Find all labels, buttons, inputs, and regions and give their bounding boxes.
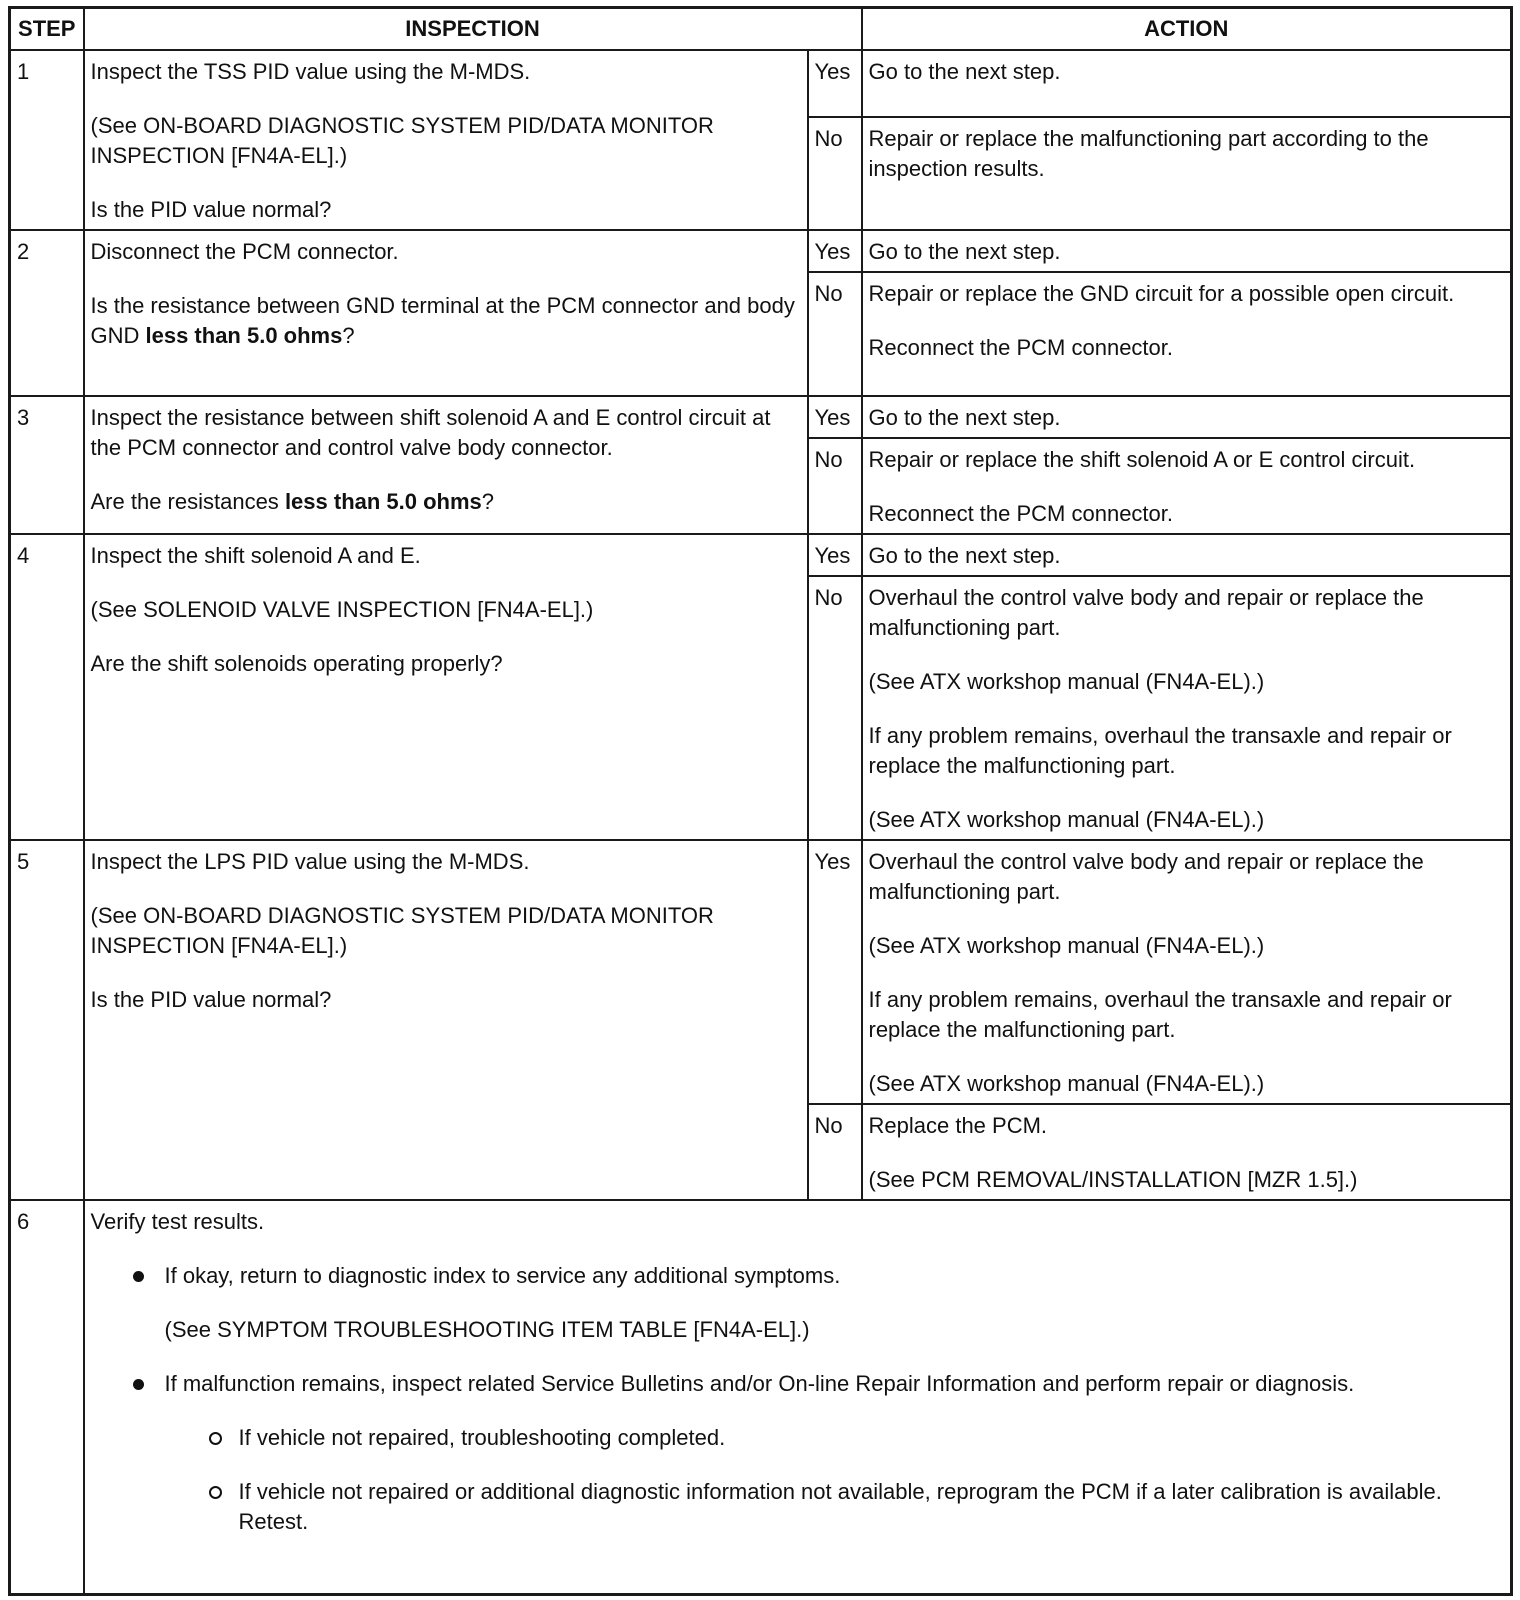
no-label: No xyxy=(808,1104,862,1200)
action-text: Repair or replace the shift solenoid A or E control circuit. xyxy=(868,446,1416,472)
bullet-icon xyxy=(133,1271,144,1282)
step-6-row xyxy=(10,1200,1512,1595)
yes-action xyxy=(862,840,1512,1104)
sub-bullet-text: If vehicle not repaired or additional diagnostic information not available, reprogram the PCM if a later calibration is available. Retest. xyxy=(238,1478,1442,1534)
bullet-text: If malfunction remains, inspect related Service Bulletins and/or On-line Repair Information and perform repair or diagnosis. xyxy=(164,1370,1355,1396)
question-mark: ? xyxy=(342,322,355,348)
inspection-text: Inspect the TSS PID value using the M-MDS. xyxy=(90,58,531,84)
action-reference: (See PCM REMOVAL/INSTALLATION [MZR 1.5].) xyxy=(868,1166,1358,1192)
inspection-question: Is the PID value normal? xyxy=(90,986,332,1012)
sub-list-item xyxy=(165,1477,1505,1537)
action-text: Go to the next step. xyxy=(868,238,1061,264)
sub-bullet-text: If vehicle not repaired, troubleshooting completed. xyxy=(238,1424,726,1450)
action-text: Go to the next step. xyxy=(868,404,1061,430)
inspection-cell xyxy=(84,534,808,840)
action-text: Reconnect the PCM connector. xyxy=(868,500,1173,526)
inspection-text: Inspect the resistance between shift solenoid A and E control circuit at the PCM connector and control valve body connector. xyxy=(90,404,771,460)
bullet-text: If okay, return to diagnostic index to service any additional symptoms. xyxy=(164,1262,841,1288)
action-text: Go to the next step. xyxy=(868,542,1061,568)
inspection-question xyxy=(91,291,801,351)
no-label: No xyxy=(808,438,862,534)
action-text: Overhaul the control valve body and repair or replace the malfunctioning part. xyxy=(868,848,1424,904)
action-text: Reconnect the PCM connector. xyxy=(868,334,1173,360)
hollow-bullet-icon xyxy=(209,1432,222,1445)
header-row xyxy=(10,8,1512,50)
step-6-title: Verify test results. xyxy=(90,1208,265,1234)
hollow-bullet-icon xyxy=(209,1486,222,1499)
no-label: No xyxy=(808,272,862,396)
yes-label: Yes xyxy=(808,50,862,117)
inspection-reference: (See ON-BOARD DIAGNOSTIC SYSTEM PID/DATA MONITOR INSPECTION [FN4A-EL].) xyxy=(90,902,714,958)
question-text: Is the resistance between GND terminal at the PCM connector and body GND xyxy=(90,292,795,348)
inspection-reference: (See ON-BOARD DIAGNOSTIC SYSTEM PID/DATA MONITOR INSPECTION [FN4A-EL].) xyxy=(90,112,714,168)
step-number: 5 xyxy=(10,840,84,1200)
inspection-question xyxy=(91,487,801,517)
yes-label: Yes xyxy=(808,840,862,1104)
yes-label: Yes xyxy=(808,230,862,272)
action-text: Replace the PCM. xyxy=(868,1112,1048,1138)
yes-action xyxy=(862,230,1512,272)
step-number: 6 xyxy=(10,1200,84,1595)
header-step: STEP xyxy=(10,8,84,50)
inspection-reference: (See SOLENOID VALVE INSPECTION [FN4A-EL].) xyxy=(90,596,594,622)
no-action xyxy=(862,272,1512,396)
no-action xyxy=(862,576,1512,840)
inspection-cell xyxy=(84,840,808,1200)
action-text: If any problem remains, overhaul the transaxle and repair or replace the malfunctioning part. xyxy=(868,722,1452,778)
inspection-text: Inspect the shift solenoid A and E. xyxy=(90,542,421,568)
inspection-cell xyxy=(84,230,808,396)
step-3-yes-row xyxy=(10,396,1512,438)
question-text: Are the resistances xyxy=(90,488,285,514)
list-item xyxy=(91,1369,1505,1537)
yes-label: Yes xyxy=(808,396,862,438)
inspection-question: Are the shift solenoids operating properly? xyxy=(90,650,503,676)
spec-value: less than 5.0 ohms xyxy=(284,488,482,514)
action-text: Repair or replace the GND circuit for a possible open circuit. xyxy=(868,280,1455,306)
inspection-text: Inspect the LPS PID value using the M-MDS. xyxy=(90,848,530,874)
yes-action xyxy=(862,534,1512,576)
action-text: If any problem remains, overhaul the transaxle and repair or replace the malfunctioning part. xyxy=(868,986,1452,1042)
step-1-yes-row xyxy=(10,50,1512,117)
list-item xyxy=(91,1261,1505,1291)
no-label: No xyxy=(808,576,862,840)
yes-action xyxy=(862,396,1512,438)
no-action xyxy=(862,117,1512,230)
action-text: Repair or replace the malfunctioning part according to the inspection results. xyxy=(868,125,1429,181)
step-4-yes-row xyxy=(10,534,1512,576)
inspection-cell xyxy=(84,50,808,230)
no-action xyxy=(862,1104,1512,1200)
bullet-icon xyxy=(133,1379,144,1390)
inspection-question: Is the PID value normal? xyxy=(90,196,332,222)
result-list xyxy=(91,1261,1505,1537)
action-reference: (See ATX workshop manual (FN4A-EL).) xyxy=(868,932,1265,958)
sub-list xyxy=(165,1423,1505,1537)
step-6-content xyxy=(84,1200,1512,1595)
step-5-yes-row xyxy=(10,840,1512,1104)
step-number: 1 xyxy=(10,50,84,230)
yes-action xyxy=(862,50,1512,117)
spec-value: less than 5.0 ohms xyxy=(145,322,343,348)
no-label: No xyxy=(808,117,862,230)
list-item xyxy=(91,1315,1505,1345)
action-text: Overhaul the control valve body and repair or replace the malfunctioning part. xyxy=(868,584,1424,640)
step-2-yes-row xyxy=(10,230,1512,272)
step-number: 3 xyxy=(10,396,84,534)
bullet-reference: (See SYMPTOM TROUBLESHOOTING ITEM TABLE [FN4A-EL].) xyxy=(164,1316,810,1342)
action-text: Go to the next step. xyxy=(868,58,1061,84)
inspection-cell xyxy=(84,396,808,534)
diagnostic-table xyxy=(8,6,1513,1596)
inspection-text: Disconnect the PCM connector. xyxy=(90,238,399,264)
step-number: 4 xyxy=(10,534,84,840)
question-mark: ? xyxy=(481,488,495,514)
action-reference: (See ATX workshop manual (FN4A-EL).) xyxy=(868,806,1265,832)
sub-list-item xyxy=(165,1423,1505,1453)
action-reference: (See ATX workshop manual (FN4A-EL).) xyxy=(868,1070,1265,1096)
no-action xyxy=(862,438,1512,534)
action-reference: (See ATX workshop manual (FN4A-EL).) xyxy=(868,668,1265,694)
step-number: 2 xyxy=(10,230,84,396)
header-inspection: INSPECTION xyxy=(84,8,862,50)
yes-label: Yes xyxy=(808,534,862,576)
header-action: ACTION xyxy=(862,8,1512,50)
